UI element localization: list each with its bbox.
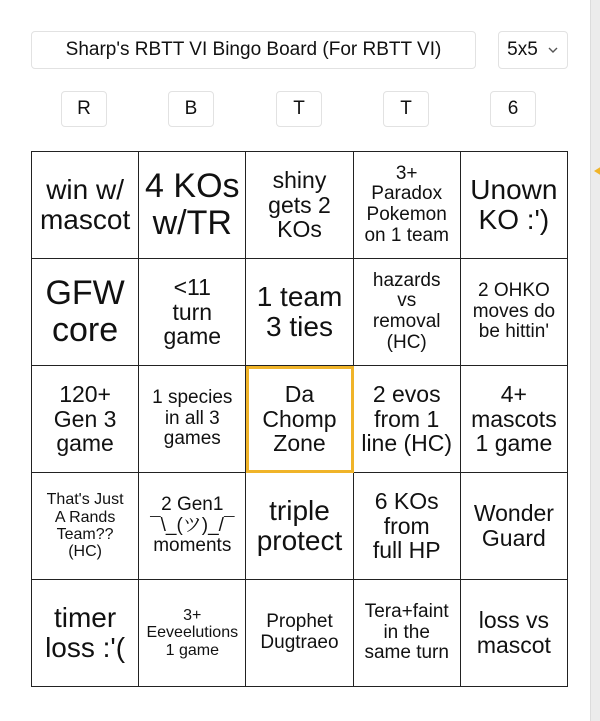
bingo-cell[interactable]: win w/ mascot	[32, 152, 139, 259]
bingo-cell[interactable]: 1 species in all 3 games	[139, 366, 246, 473]
letter-input-3[interactable]	[276, 91, 322, 127]
bingo-cell[interactable]: 2 evos from 1 line (HC)	[354, 366, 461, 473]
bingo-cell[interactable]: timer loss :'(	[32, 580, 139, 687]
bingo-cell[interactable]: Tera+faint in the same turn	[354, 580, 461, 687]
bingo-cell[interactable]: <11 turn game	[139, 259, 246, 366]
bingo-cell[interactable]: 120+ Gen 3 game	[32, 366, 139, 473]
bingo-cell[interactable]: 1 team 3 ties	[246, 259, 353, 366]
bingo-cell-selected[interactable]: Da Chomp Zone	[246, 366, 353, 473]
letter-input-2[interactable]	[168, 91, 214, 127]
bingo-cell[interactable]: 4 KOs w/TR	[139, 152, 246, 259]
chevron-down-icon	[547, 44, 559, 56]
bingo-cell[interactable]: triple protect	[246, 473, 353, 580]
arrow-left-icon	[594, 165, 600, 177]
bingo-board	[31, 151, 568, 687]
board-size-value: 5x5	[507, 39, 538, 60]
bingo-cell[interactable]: 2 OHKO moves do be hittin'	[461, 259, 568, 366]
bingo-cell[interactable]: 6 KOs from full HP	[354, 473, 461, 580]
bingo-cell[interactable]: hazards vs removal (HC)	[354, 259, 461, 366]
bingo-cell[interactable]: 3+ Eeveelutions 1 game	[139, 580, 246, 687]
bingo-cell[interactable]: That's Just A Rands Team?? (HC)	[32, 473, 139, 580]
board-title-input[interactable]	[31, 31, 476, 69]
bingo-cell[interactable]: loss vs mascot	[461, 580, 568, 687]
bingo-cell[interactable]: Unown KO :')	[461, 152, 568, 259]
letter-input-5[interactable]	[490, 91, 536, 127]
bingo-cell[interactable]: 4+ mascots 1 game	[461, 366, 568, 473]
bingo-cell[interactable]: Wonder Guard	[461, 473, 568, 580]
letter-input-4[interactable]	[383, 91, 429, 127]
bingo-cell[interactable]: 3+ Paradox Pokemon on 1 team	[354, 152, 461, 259]
board-size-select[interactable]	[498, 31, 568, 69]
bingo-cell[interactable]: 2 Gen1 ¯\_(ツ)_/¯ moments	[139, 473, 246, 580]
bingo-cell[interactable]: Prophet Dugtraeo	[246, 580, 353, 687]
letter-input-1[interactable]	[61, 91, 107, 127]
bingo-cell[interactable]: GFW core	[32, 259, 139, 366]
bingo-cell[interactable]: shiny gets 2 KOs	[246, 152, 353, 259]
